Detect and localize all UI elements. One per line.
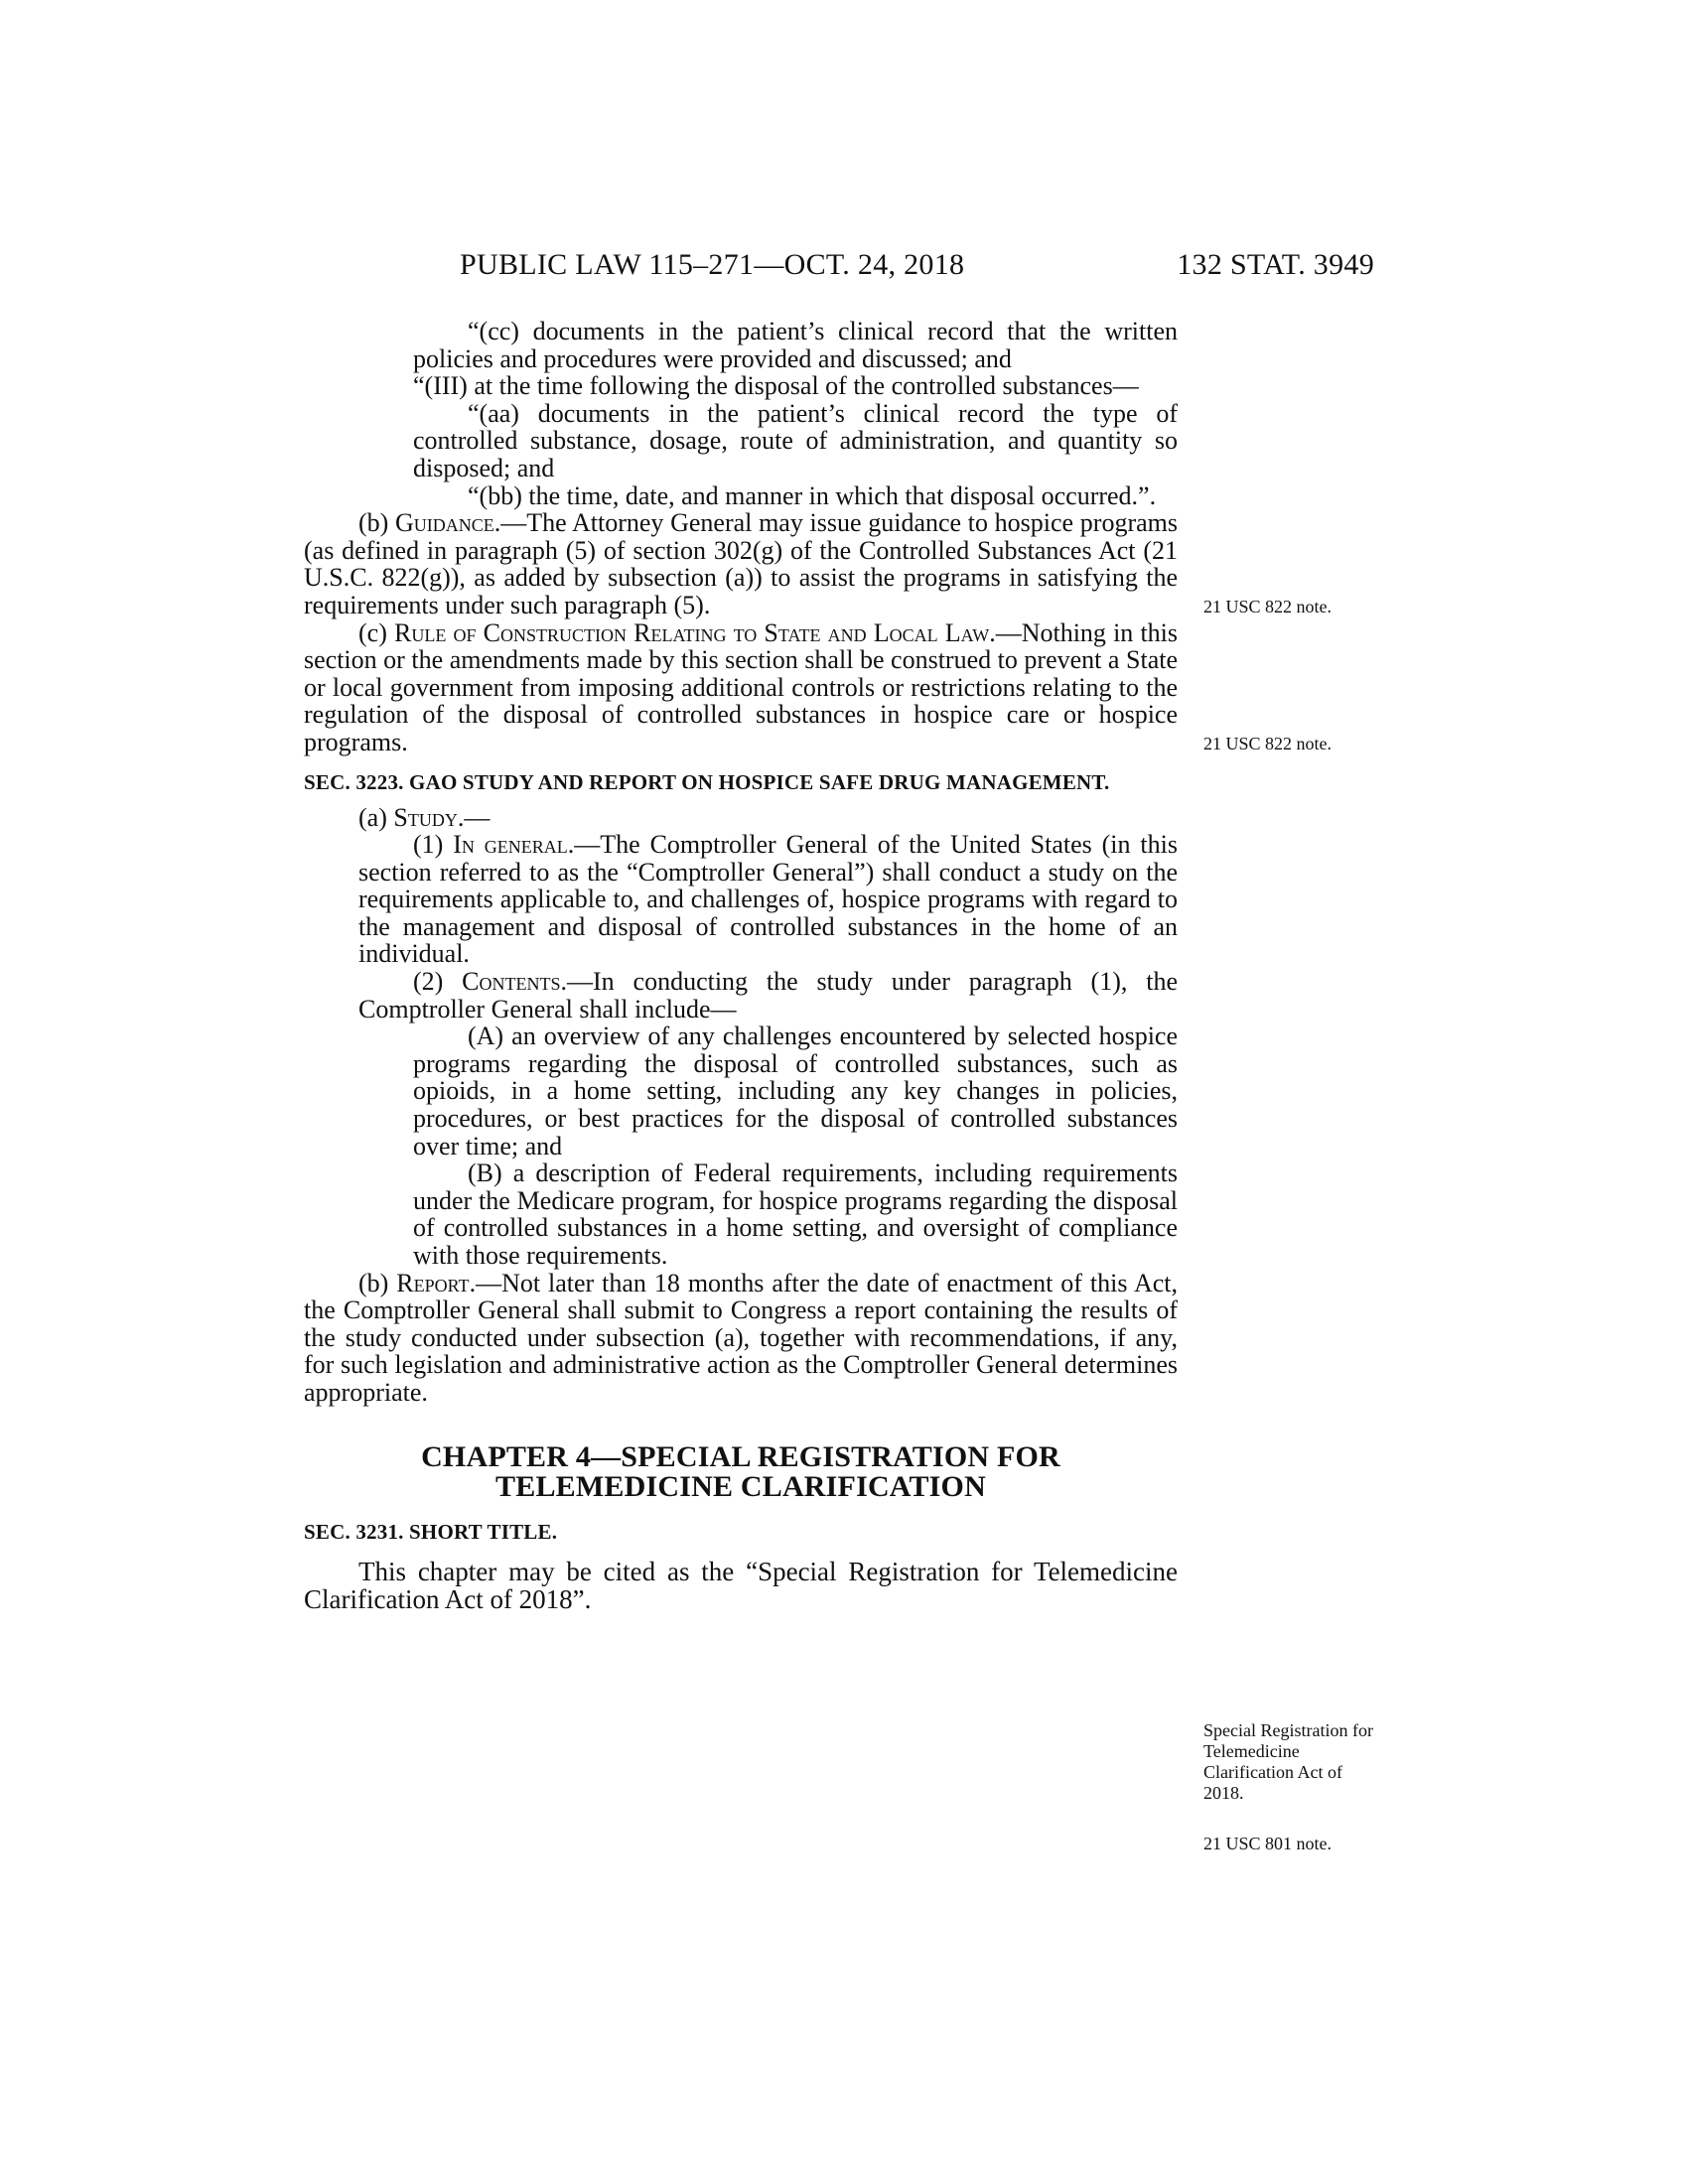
margin-note-c: 21 USC 822 note. xyxy=(1203,734,1333,753)
clause-bb: “(bb) the time, date, and manner in which that disposal occurred.”. xyxy=(468,480,1157,510)
clause-aa: “(aa) documents in the patient’s clinical record the type of controlled substance, dosage, route of administration, and quantity so disposed; and xyxy=(413,398,1178,482)
paragraph-1-in-general xyxy=(304,831,1178,968)
subsection-b-text: .—The Attorney General may issue guidance to hospice programs (as defined in paragraph (5) of section 302(g) of the Controlled Substances Act (21 U.S.C. 822(g)), as added by subsection (a)) to assist the programs in satisfying the requirements under such paragraph (5). xyxy=(304,508,1178,619)
subsection-b-report xyxy=(304,1270,1178,1407)
subsection-a-dash: .— xyxy=(457,802,491,832)
page-citation: 132 STAT. 3949 xyxy=(1177,248,1374,281)
law-body xyxy=(304,318,1178,1613)
subsection-c-label: (c) xyxy=(358,617,395,647)
subparagraph-b: (B) a description of Federal requirements, including requirements under the Medicare program, for hospice programs regarding the disposal of controlled substances in a home setting, and oversight of compliance with those requirements. xyxy=(413,1159,1178,1270)
chapter-4-heading xyxy=(304,1439,1178,1503)
subsection-a-study xyxy=(304,804,1178,832)
section-3223-heading: SEC. 3223. GAO STUDY AND REPORT ON HOSPICE SAFE DRUG MANAGEMENT. xyxy=(304,769,1110,794)
subsection-b-title: Guidance xyxy=(395,508,494,538)
subparagraph-a: (A) an overview of any challenges encountered by selected hospice programs regarding the disposal of controlled substances, such as opioids, in a home setting, including any key changes in policies, procedures, or best practices for the disposal of controlled substances over time; and xyxy=(413,1022,1178,1160)
subsection-c-text: .—Nothing in this section or the amendments made by this section shall be construed to prevent a State or local government from imposing additional controls or restrictions relating to the regulation of the disposal of controlled substances in hospice care or hospice programs. xyxy=(304,617,1179,756)
section-3231-text: This chapter may be cited as the “Special Registration for Telemedicine Clarification Act of 2018”. xyxy=(304,1556,1178,1614)
paragraph-1-title: In general xyxy=(453,830,568,860)
subsection-a-title: Study xyxy=(393,802,458,832)
margin-note-b: 21 USC 822 note. xyxy=(1203,597,1333,616)
report-label: (b) xyxy=(358,1268,397,1297)
chapter-heading-line-1: CHAPTER 4—SPECIAL REGISTRATION FOR xyxy=(421,1439,1060,1473)
clause-cc: “(cc) documents in the patient’s clinical record that the written policies and procedures were provided and discussed; and xyxy=(413,317,1178,373)
subsection-b-guidance xyxy=(304,509,1178,618)
running-header-title: PUBLIC LAW 115–271—OCT. 24, 2018 xyxy=(460,248,965,281)
report-text: .—Not later than 18 months after the date of enactment of this Act, the Comptroller General shall submit to Congress a report containing the results of the study conducted under subsection (a), together with recommendations, if any, for such legislation and administrative action as the Comptroller General determines appropriate. xyxy=(304,1268,1178,1407)
paragraph-2-label: (2) xyxy=(413,967,463,997)
chapter-heading-line-2: TELEMEDICINE CLARIFICATION xyxy=(495,1469,986,1503)
section-3231-heading: SEC. 3231. SHORT TITLE. xyxy=(304,1519,558,1544)
paragraph-2-contents xyxy=(304,968,1178,1023)
margin-note-chapter-usc: 21 USC 801 note. xyxy=(1203,1834,1333,1853)
paragraph-2-title: Contents xyxy=(462,967,561,997)
subsection-b-label: (b) xyxy=(358,508,396,538)
subsection-a-label: (a) xyxy=(358,802,394,832)
paragraph-1-label: (1) xyxy=(413,830,454,860)
subsection-c-rule xyxy=(304,619,1178,756)
paragraph-2-text: .—In conducting the study under paragraph (1), the Comptroller General shall include— xyxy=(358,967,1178,1024)
paragraph-1-text: .—The Comptroller General of the United States (in this section referred to as the “Comptroller General”) shall conduct a study on the requirements applicable to, and challenges of, hospice programs with regard to the management and disposal of controlled substances in the home of an individual. xyxy=(358,830,1178,969)
clause-iii: “(III) at the time following the disposal of the controlled substances— xyxy=(413,371,1139,401)
report-title: Report xyxy=(396,1268,470,1297)
subsection-c-title: Rule of Construction Relating to State and Local Law xyxy=(394,617,990,647)
margin-note-chapter-title: Special Registration for Telemedicine Clarification Act of 2018. xyxy=(1203,1720,1373,1803)
